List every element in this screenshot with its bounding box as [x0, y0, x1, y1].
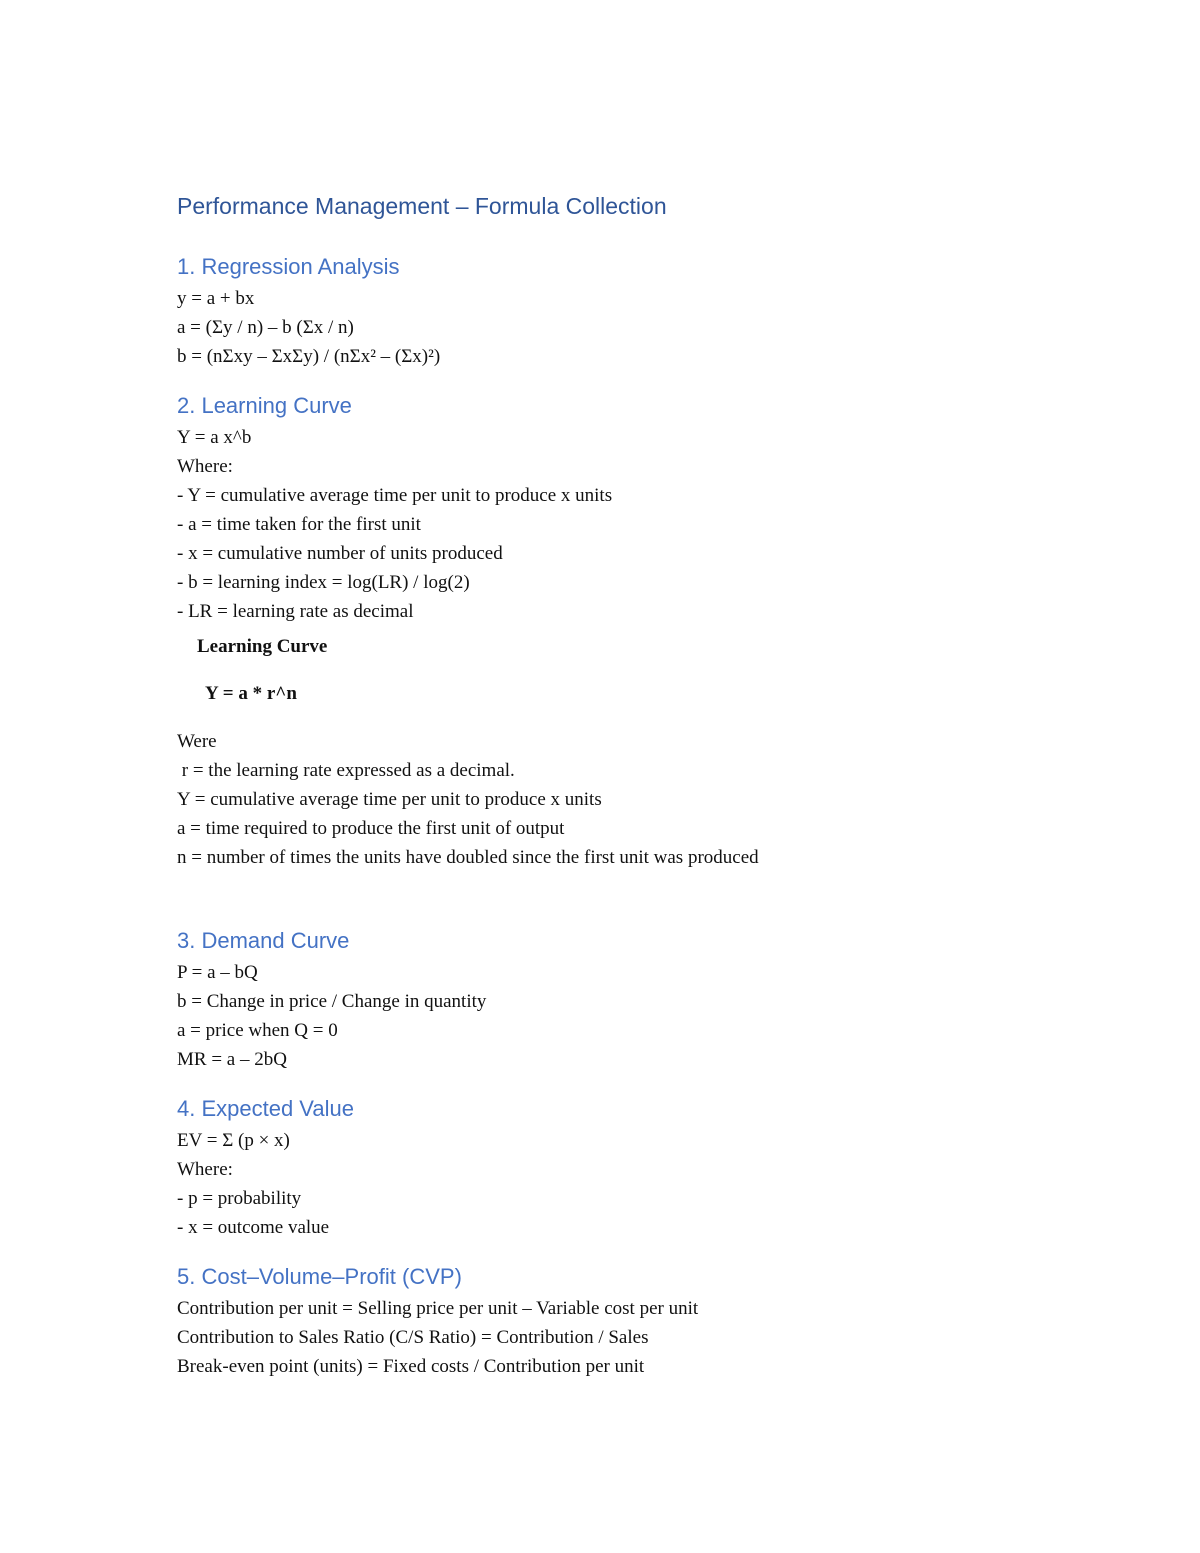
definition-line: - a = time taken for the first unit — [177, 514, 421, 535]
definition-line: a = time required to produce the first unit of output — [177, 818, 565, 839]
text-line: Where: — [177, 1159, 233, 1180]
section-demand-curve — [177, 924, 1107, 1074]
text-line: Were — [177, 731, 217, 752]
learning-curve-formula: Y = a * r^n — [205, 683, 297, 704]
section-cvp — [177, 1260, 1107, 1381]
definition-line: - x = cumulative number of units produced — [177, 543, 503, 564]
definition-line: - x = outcome value — [177, 1217, 330, 1238]
formula-line: y = a + bx — [177, 288, 255, 309]
text-line: Where: — [177, 456, 233, 477]
formula-line: a = (Σy / n) – b (Σx / n) — [177, 317, 354, 338]
definition-line: n = number of times the units have doubled since the first unit was produced — [177, 847, 759, 868]
definition-line: r = the learning rate expressed as a decimal. — [177, 760, 515, 781]
formula-line: Contribution to Sales Ratio (C/S Ratio) = Contribution / Sales — [177, 1327, 649, 1348]
formula-line: Contribution per unit = Selling price per unit – Variable cost per unit — [177, 1298, 699, 1319]
section-heading: 4. Expected Value — [177, 1096, 354, 1121]
section-heading: 3. Demand Curve — [177, 928, 350, 953]
definition-line: Y = cumulative average time per unit to produce x units — [177, 789, 602, 810]
section-heading: 1. Regression Analysis — [177, 254, 400, 279]
document-content — [177, 188, 1107, 1399]
document-title: Performance Management – Formula Collection — [177, 193, 667, 219]
formula-line: EV = Σ (p × x) — [177, 1130, 290, 1151]
section-heading: 5. Cost–Volume–Profit (CVP) — [177, 1264, 462, 1289]
section-learning-curve — [177, 389, 1107, 872]
definition-line: - b = learning index = log(LR) / log(2) — [177, 572, 470, 593]
formula-line: Y = a x^b — [177, 427, 252, 448]
formula-line: P = a – bQ — [177, 962, 258, 983]
formula-line: b = (nΣxy – ΣxΣy) / (nΣx² – (Σx)²) — [177, 346, 441, 367]
definition-line: - Y = cumulative average time per unit to produce x units — [177, 485, 613, 506]
definition-line: - LR = learning rate as decimal — [177, 601, 414, 622]
definition-line: - p = probability — [177, 1188, 302, 1209]
spacer — [177, 890, 1107, 924]
formula-line: b = Change in price / Change in quantity — [177, 991, 487, 1012]
learning-curve-subtitle: Learning Curve — [197, 636, 328, 657]
formula-line: Break-even point (units) = Fixed costs / Contribution per unit — [177, 1356, 645, 1377]
formula-line: a = price when Q = 0 — [177, 1020, 338, 1041]
section-expected-value — [177, 1092, 1107, 1242]
section-heading: 2. Learning Curve — [177, 393, 352, 418]
section-regression-analysis — [177, 250, 1107, 371]
formula-line: MR = a – 2bQ — [177, 1049, 287, 1070]
